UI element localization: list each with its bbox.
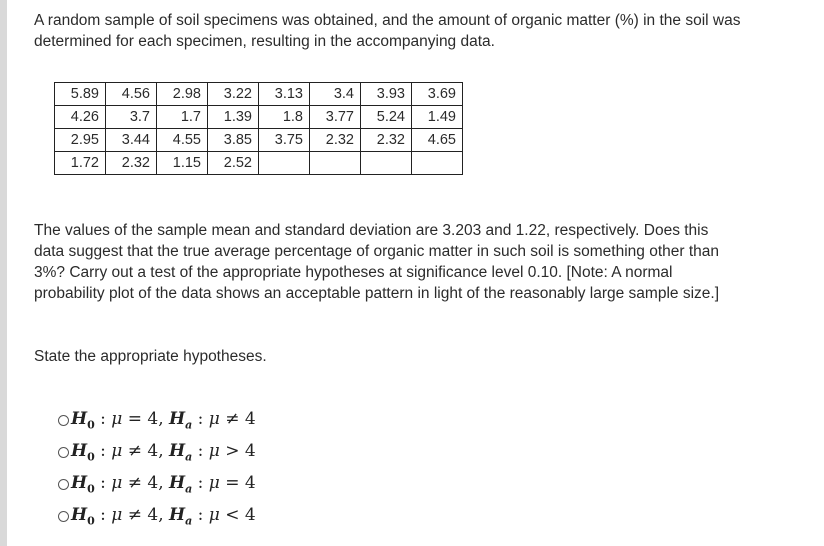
radio-button[interactable] xyxy=(58,415,69,426)
table-cell: 2.32 xyxy=(310,129,361,152)
prompt-text: State the appropriate hypotheses. xyxy=(34,348,267,365)
table-cell: 3.77 xyxy=(310,106,361,129)
table-cell: 1.39 xyxy=(208,106,259,129)
table-cell: 2.52 xyxy=(208,152,259,175)
table-cell xyxy=(412,152,463,175)
option-3[interactable] xyxy=(58,468,256,500)
table-row xyxy=(55,152,463,175)
table-cell: 2.32 xyxy=(361,129,412,152)
table-cell: 4.26 xyxy=(55,106,106,129)
table-cell: 1.49 xyxy=(412,106,463,129)
table-cell: 1.15 xyxy=(157,152,208,175)
intro-text: A random sample of soil specimens was obtained, and the amount of organic matter (%) in the soil was determined for each specimen, resulting in the accompanying data. xyxy=(34,12,741,50)
option-2[interactable] xyxy=(58,436,256,468)
table-cell: 1.7 xyxy=(157,106,208,129)
table-cell: 3.75 xyxy=(259,129,310,152)
table-cell: 3.85 xyxy=(208,129,259,152)
option-math: $H_0$ : μ ≠ 4, $H_a$ : μ = 4 xyxy=(71,472,256,496)
table-row xyxy=(55,129,463,152)
radio-button[interactable] xyxy=(58,479,69,490)
radio-button[interactable] xyxy=(58,511,69,522)
table-cell: 1.8 xyxy=(259,106,310,129)
table-row xyxy=(55,83,463,106)
option-1[interactable] xyxy=(58,404,256,436)
table-cell: 3.4 xyxy=(310,83,361,106)
table-cell: 3.44 xyxy=(106,129,157,152)
table-cell: 3.93 xyxy=(361,83,412,106)
table-cell: 3.69 xyxy=(412,83,463,106)
option-math: $H_0$ : μ ≠ 4, $H_a$ : μ < 4 xyxy=(71,504,256,528)
table-cell: 4.56 xyxy=(106,83,157,106)
table-cell xyxy=(259,152,310,175)
table-cell: 3.22 xyxy=(208,83,259,106)
option-math: $H_0$ : μ ≠ 4, $H_a$ : μ > 4 xyxy=(71,440,256,464)
table-cell: 4.55 xyxy=(157,129,208,152)
question-text: The values of the sample mean and standard deviation are 3.203 and 1.22, respectively. Does this data suggest that the true average percentage of organic matter in such soil is something other than 3%? Carry out a test of the appropriate hypotheses at significance level 0.10. [Note: A normal probability plot of the data shows an acceptable pattern in light of the reasonably large sample size.] xyxy=(34,222,719,302)
table-cell: 2.98 xyxy=(157,83,208,106)
option-4[interactable] xyxy=(58,500,256,532)
table-cell xyxy=(361,152,412,175)
table-cell: 3.13 xyxy=(259,83,310,106)
table-row xyxy=(55,106,463,129)
hypothesis-options xyxy=(58,404,256,532)
radio-button[interactable] xyxy=(58,447,69,458)
data-table xyxy=(54,82,463,175)
table-cell: 2.32 xyxy=(106,152,157,175)
table-cell: 5.24 xyxy=(361,106,412,129)
table-cell: 1.72 xyxy=(55,152,106,175)
table-cell: 5.89 xyxy=(55,83,106,106)
left-border xyxy=(0,0,7,546)
table-cell: 4.65 xyxy=(412,129,463,152)
table-cell xyxy=(310,152,361,175)
table-cell: 2.95 xyxy=(55,129,106,152)
table-cell: 3.7 xyxy=(106,106,157,129)
option-math: $H_0$ : μ = 4, $H_a$ : μ ≠ 4 xyxy=(71,408,256,432)
